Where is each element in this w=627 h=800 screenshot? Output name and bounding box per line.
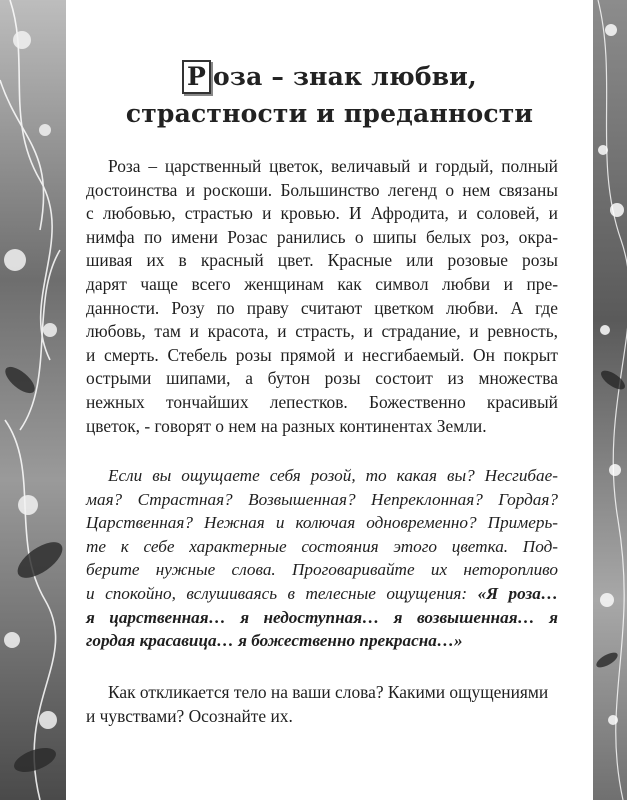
page-title [66,58,593,132]
paragraph-1 [86,155,558,438]
affirmation-text: «Я роза… [477,583,559,603]
paragraph-2-line: Если вы ощущаете себя розой, то какая вы? Несгибае- [108,466,558,485]
paragraph-2-plain-text: и спокойно, вслушиваясь в телесные ощущения: [86,583,478,603]
paragraph-1-line: и смерть. Стебель розы прямой и несгибаемый. Он покрыт [86,344,558,365]
title-line-1-rest: оза – знак любви, [213,62,477,91]
paragraph-2-line: Царственная? Нежная и колючая одновременно? Примерь- [86,513,558,533]
title-dropcap: Р [182,60,211,94]
title-line-2: страстности и преданности [125,99,534,128]
paragraph-1-line: шивая их в красный цвет. Красные или розовые розы [86,250,558,271]
paragraph-1-line: с любовью, страстью и кровью. И Афродита, и соловей, и [86,203,558,224]
paragraph-1-line: нежных тончайших лепестков. Божественно красивый [86,391,558,412]
paragraph-1-line: достоинства и роскоши. Большинство легенд о нем связаны [86,179,558,200]
paragraph-3-line: Как откликается тело на ваши слова? Какими ощущениями [108,682,549,702]
paragraph-2-line [86,606,558,630]
paragraph-1-line: любовь, там и красота, и страсть, и страдание, и ревность, [86,321,558,342]
paragraph-2-line [86,582,558,606]
book-page [66,0,593,800]
affirmation-text: я царственная… я недоступная… я возвышенная… я [86,607,558,627]
paragraph-1-line: острыми шипами, а бутон розы состоит из множества [86,368,558,389]
paragraph-1-line: цветок, - говорят о нем на разных континентах Земли. [86,415,487,436]
floral-border-left [0,0,66,800]
paragraph-3-line: и чувствами? Осознайте их. [86,705,293,726]
paragraph-1-line: Роза – царственный цветок, величавый и гордый, полный [108,156,558,176]
paragraph-2-line: мая? Страстная? Возвышенная? Непреклонная? Гордая? [86,489,558,509]
paragraph-2-line [86,629,558,653]
floral-border-right [593,0,627,800]
affirmation-text: гордая красавица… я божественно прекрасна…» [86,631,463,651]
paragraph-1-line: данности. Розу по праву считают цветком любви. А где [86,297,558,318]
paragraph-2-italic [86,464,558,653]
paragraph-3 [86,681,558,728]
paragraph-1-line: нимфа по имени Розас ранились о шипы белых роз, окра- [86,226,558,247]
paragraph-2-line: те к себе характерные состояния этого цветка. Под- [86,536,558,556]
title-line-1 [66,58,593,95]
paragraph-1-line: дарят чаще всего женщинам как символ любви и пре- [86,273,558,294]
paragraph-2-line: берите нужные слова. Проговаривайте их неторопливо [86,560,558,580]
